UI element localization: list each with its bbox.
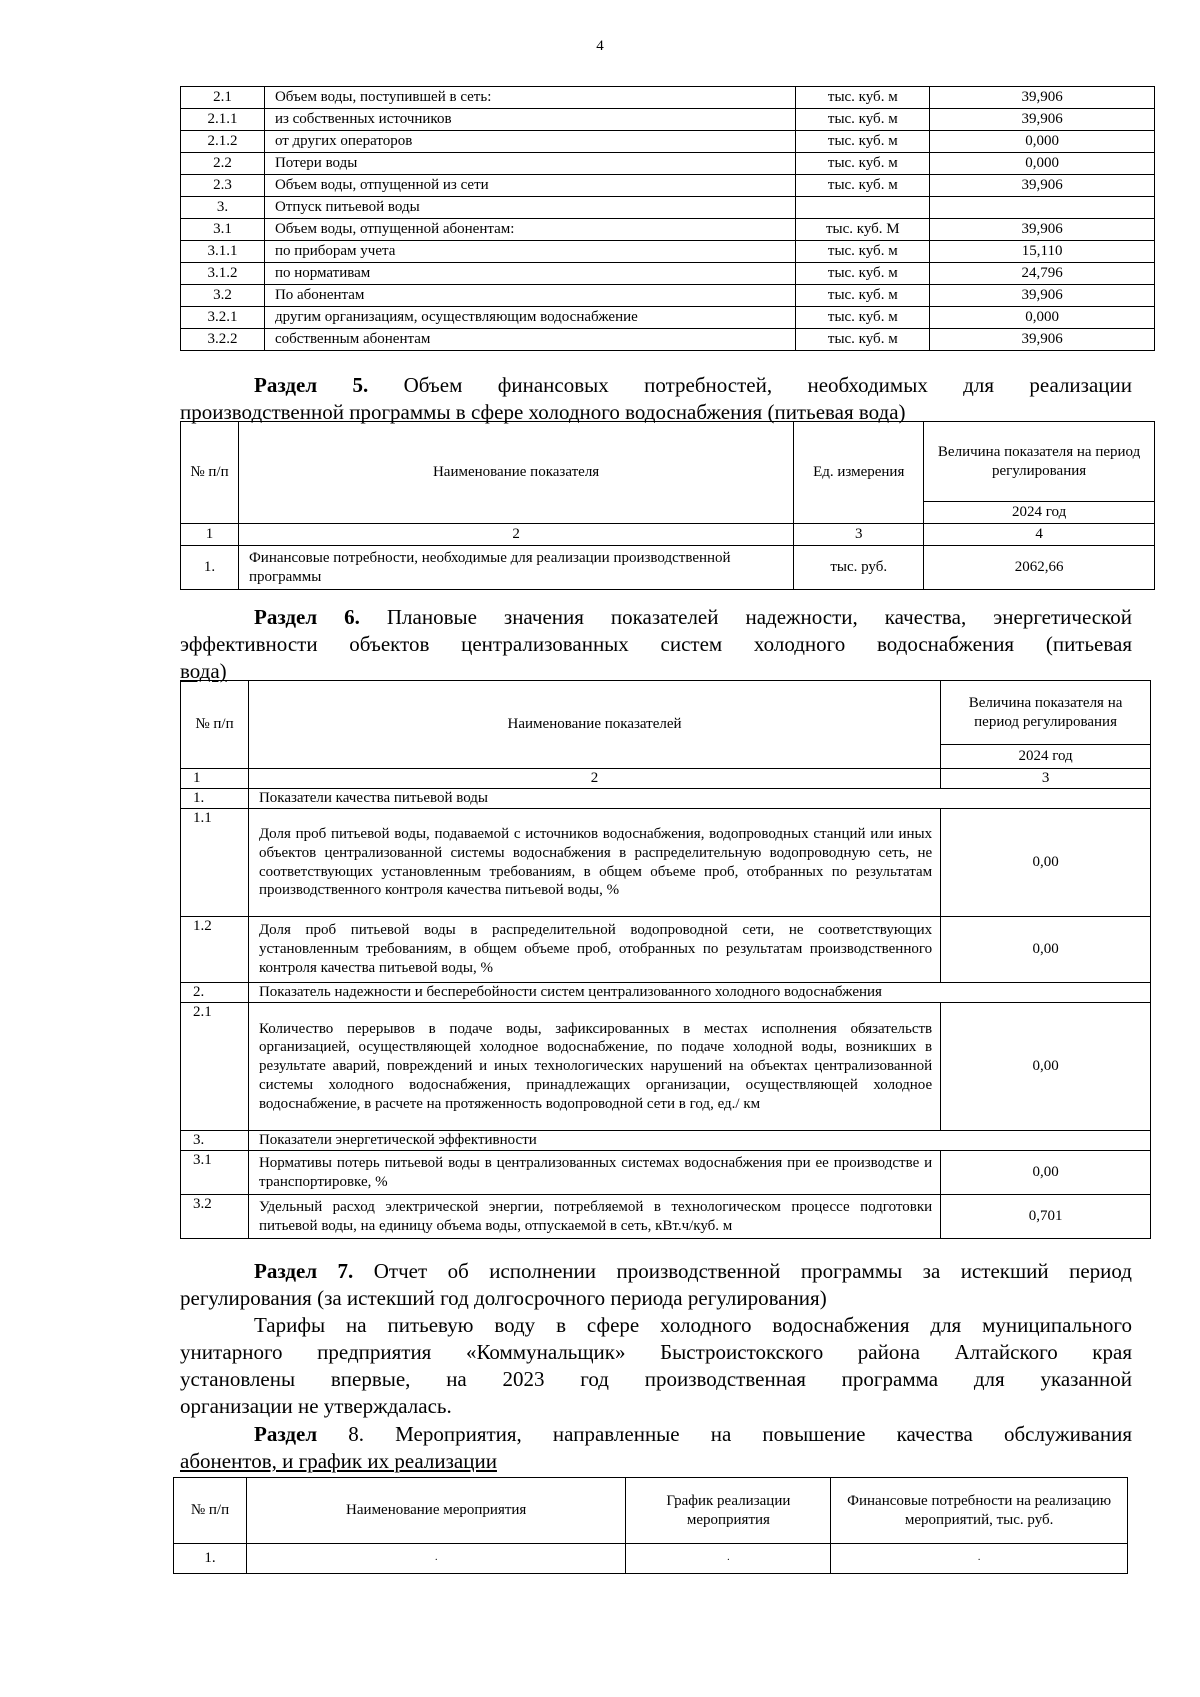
section5-title-line1: Объем финансовых потребностей, необходимых для реализации [403, 373, 1132, 397]
s8-header-schedule: График реализации мероприятия [626, 1478, 831, 1544]
table1-num: 2.1.1 [181, 109, 265, 131]
section6-heading [180, 604, 1132, 685]
table1-row [181, 263, 1155, 285]
s5-colnum: 3 [794, 524, 924, 546]
section7-para-line3: установлены впервые, на 2023 год производственная программа для указанной [180, 1367, 1132, 1391]
table1-value: 39,906 [930, 329, 1155, 351]
s6-row-name: Количество перерывов в подаче воды, зафиксированных в местах исполнения обязательств организацией, осуществляющей холодное водоснабжение, по подаче холодной воды, возникших в результате аварий, повреждений и иных технологических нарушений на объектах централизованной системы холодного водоснабжения, принадлежащих организации, осуществляющей холодное водоснабжение, в расчете на протяженность водопроводной сети в год, ед./ км [248, 1003, 940, 1131]
section6-title-line1: Плановые значения показателей надежности, качества, энергетической [386, 605, 1132, 629]
table1-unit: тыс. куб. М [796, 219, 930, 241]
section7-para-line2: унитарного предприятия «Коммунальщик» Быстроистокского района Алтайского края [180, 1340, 1132, 1364]
section5-heading [180, 372, 1132, 426]
s6-group-name: Показатели качества питьевой воды [248, 789, 1150, 809]
table1-num: 3.2.2 [181, 329, 265, 351]
section7-para-line4: организации не утверждалась. [180, 1394, 452, 1418]
s6-colnum: 1 [181, 769, 249, 789]
table1-num: 3.1 [181, 219, 265, 241]
section5-label: Раздел 5. [254, 373, 369, 397]
table1-num: 3.1.2 [181, 263, 265, 285]
section8-title-line2: абонентов, и график их реализации [180, 1449, 497, 1473]
section8-number: 8. [348, 1422, 364, 1446]
s5-header-year: 2024 год [924, 502, 1155, 524]
s6-row-value: 0,00 [941, 1003, 1151, 1131]
section5-title-line2: производственной программы в сфере холодного водоснабжения (питьевая вода) [180, 400, 906, 424]
table1-unit: тыс. куб. м [796, 329, 930, 351]
table1-value: 15,110 [930, 241, 1155, 263]
table1-name: Объем воды, отпущенной из сети [264, 175, 795, 197]
s5-colnum: 4 [924, 524, 1155, 546]
table1-row [181, 219, 1155, 241]
table1-name: другим организациям, осуществляющим водоснабжение [264, 307, 795, 329]
s5-colnum: 2 [238, 524, 793, 546]
table1-value: 0,000 [930, 153, 1155, 175]
table1-num: 2.1 [181, 87, 265, 109]
table1-row [181, 307, 1155, 329]
table1-unit: тыс. куб. м [796, 241, 930, 263]
s6-row-value: 0,00 [941, 917, 1151, 983]
table1-name: собственным абонентам [264, 329, 795, 351]
s8-row-name: . [246, 1544, 626, 1574]
table1-value: 39,906 [930, 109, 1155, 131]
s6-row-name: Удельный расход электрической энергии, потребляемой в технологическом процессе подготовки питьевой воды, на единицу объема воды, отпускаемой в сеть, кВт.ч/куб. м [248, 1195, 940, 1239]
table1-row [181, 241, 1155, 263]
table1-name: по нормативам [264, 263, 795, 285]
s8-row-finance: . [831, 1544, 1128, 1574]
s5-row-num: 1. [181, 546, 239, 590]
section7-title-line1: Отчет об исполнении производственной программы за истекший период [373, 1259, 1132, 1283]
table1-row [181, 285, 1155, 307]
table1-unit: тыс. куб. м [796, 285, 930, 307]
section8-title-line1: Мероприятия, направленные на повышение качества обслуживания [395, 1422, 1132, 1446]
section7-heading [180, 1258, 1132, 1312]
s5-header-value: Величина показателя на период регулирования [924, 422, 1155, 502]
s5-colnum: 1 [181, 524, 239, 546]
table1-num: 2.3 [181, 175, 265, 197]
table1-unit: тыс. куб. м [796, 263, 930, 285]
table1-unit: тыс. куб. м [796, 307, 930, 329]
s6-row-num: 1. [181, 789, 249, 809]
s5-row-value: 2062,66 [924, 546, 1155, 590]
s6-header-year: 2024 год [941, 745, 1151, 769]
table1-unit [796, 197, 930, 219]
table1-row [181, 329, 1155, 351]
s6-row-num: 3.2 [181, 1195, 249, 1239]
s5-header-unit: Ед. измерения [794, 422, 924, 524]
s6-row-num: 2. [181, 983, 249, 1003]
table1-name: Потери воды [264, 153, 795, 175]
s5-row-unit: тыс. руб. [794, 546, 924, 590]
table1-row [181, 197, 1155, 219]
table1-num: 2.2 [181, 153, 265, 175]
section7-title-line2: регулирования (за истекший год долгосрочного периода регулирования) [180, 1286, 827, 1310]
s5-header-name: Наименование показателя [238, 422, 793, 524]
s8-row-schedule: . [626, 1544, 831, 1574]
table1-value: 39,906 [930, 285, 1155, 307]
s6-group-name: Показатель надежности и бесперебойности систем централизованного холодного водоснабжения [248, 983, 1150, 1003]
s8-header-finance: Финансовые потребности на реализацию мероприятий, тыс. руб. [831, 1478, 1128, 1544]
table1-name: из собственных источников [264, 109, 795, 131]
section8-table [173, 1477, 1128, 1574]
table1-unit: тыс. куб. м [796, 153, 930, 175]
table1-name: Объем воды, отпущенной абонентам: [264, 219, 795, 241]
table1-row [181, 175, 1155, 197]
s6-row-num: 3. [181, 1131, 249, 1151]
table1-value: 39,906 [930, 219, 1155, 241]
section8-heading [180, 1421, 1132, 1475]
s8-header-num: № п/п [174, 1478, 247, 1544]
table1-row [181, 87, 1155, 109]
s6-row-name: Нормативы потерь питьевой воды в централизованных системах водоснабжения при ее производстве и транспортировке, % [248, 1151, 940, 1195]
s5-row-name: Финансовые потребности, необходимые для реализации производственной программы [238, 546, 793, 590]
table1-value: 39,906 [930, 175, 1155, 197]
s6-header-num: № п/п [181, 681, 249, 769]
s6-row-value: 0,00 [941, 1151, 1151, 1195]
table1-num: 3.2.1 [181, 307, 265, 329]
table1-unit: тыс. куб. м [796, 109, 930, 131]
table1-value: 24,796 [930, 263, 1155, 285]
table1-name: по приборам учета [264, 241, 795, 263]
table1-row [181, 109, 1155, 131]
section6-title-line3: вода) [180, 659, 227, 683]
s8-header-name: Наименование мероприятия [246, 1478, 626, 1544]
table1-value: 0,000 [930, 307, 1155, 329]
table1-name: от других операторов [264, 131, 795, 153]
table1-row [181, 131, 1155, 153]
table1-num: 2.1.2 [181, 131, 265, 153]
s6-row-value: 0,00 [941, 809, 1151, 917]
table1-value: 39,906 [930, 87, 1155, 109]
section7-para-line1: Тарифы на питьевую воду в сфере холодного водоснабжения для муниципального [254, 1313, 1132, 1337]
table1-name: Отпуск питьевой воды [264, 197, 795, 219]
section6-title-line2: эффективности объектов централизованных систем холодного водоснабжения (питьевая [180, 632, 1132, 656]
s8-row-num: 1. [174, 1544, 247, 1574]
table1-num: 3.1.1 [181, 241, 265, 263]
s6-row-value: 0,701 [941, 1195, 1151, 1239]
s6-row-name: Доля проб питьевой воды в распределительной водопроводной сети, не соответствующих установленным требованиям, в общем объеме проб, отобранных по результатам производственного контроля качества питьевой воды, % [248, 917, 940, 983]
s6-row-num: 3.1 [181, 1151, 249, 1195]
table1-num: 3. [181, 197, 265, 219]
table1-unit: тыс. куб. м [796, 131, 930, 153]
s6-row-num: 1.2 [181, 917, 249, 983]
section8-label: Раздел [254, 1422, 318, 1446]
s6-group-name: Показатели энергетической эффективности [248, 1131, 1150, 1151]
section6-label: Раздел 6. [254, 605, 360, 629]
table1-name: По абонентам [264, 285, 795, 307]
section7-label: Раздел 7. [254, 1259, 354, 1283]
table1-row [181, 153, 1155, 175]
table1-num: 3.2 [181, 285, 265, 307]
s6-header-name: Наименование показателей [248, 681, 940, 769]
s6-row-name: Доля проб питьевой воды, подаваемой с источников водоснабжения, водопроводных станций или иных объектов централизованной системы водоснабжения в распределительную водопроводную сеть, не соответствующих установленным требованиям, в общем объеме проб, отобранных по результатам производственного контроля качества питьевой воды, % [248, 809, 940, 917]
table1-name: Объем воды, поступившей в сеть: [264, 87, 795, 109]
table1-value [930, 197, 1155, 219]
s5-header-num: № п/п [181, 422, 239, 524]
s6-header-value: Величина показателя на период регулирования [941, 681, 1151, 745]
section5-table [180, 421, 1155, 590]
table1-unit: тыс. куб. м [796, 175, 930, 197]
s6-row-num: 1.1 [181, 809, 249, 917]
s6-row-num: 2.1 [181, 1003, 249, 1131]
table1-unit: тыс. куб. м [796, 87, 930, 109]
section7-paragraph [180, 1312, 1132, 1420]
water-balance-table [180, 86, 1155, 351]
s6-colnum: 3 [941, 769, 1151, 789]
table1-value: 0,000 [930, 131, 1155, 153]
s6-colnum: 2 [248, 769, 940, 789]
section6-table [180, 680, 1151, 1239]
page-number: 4 [596, 38, 604, 54]
